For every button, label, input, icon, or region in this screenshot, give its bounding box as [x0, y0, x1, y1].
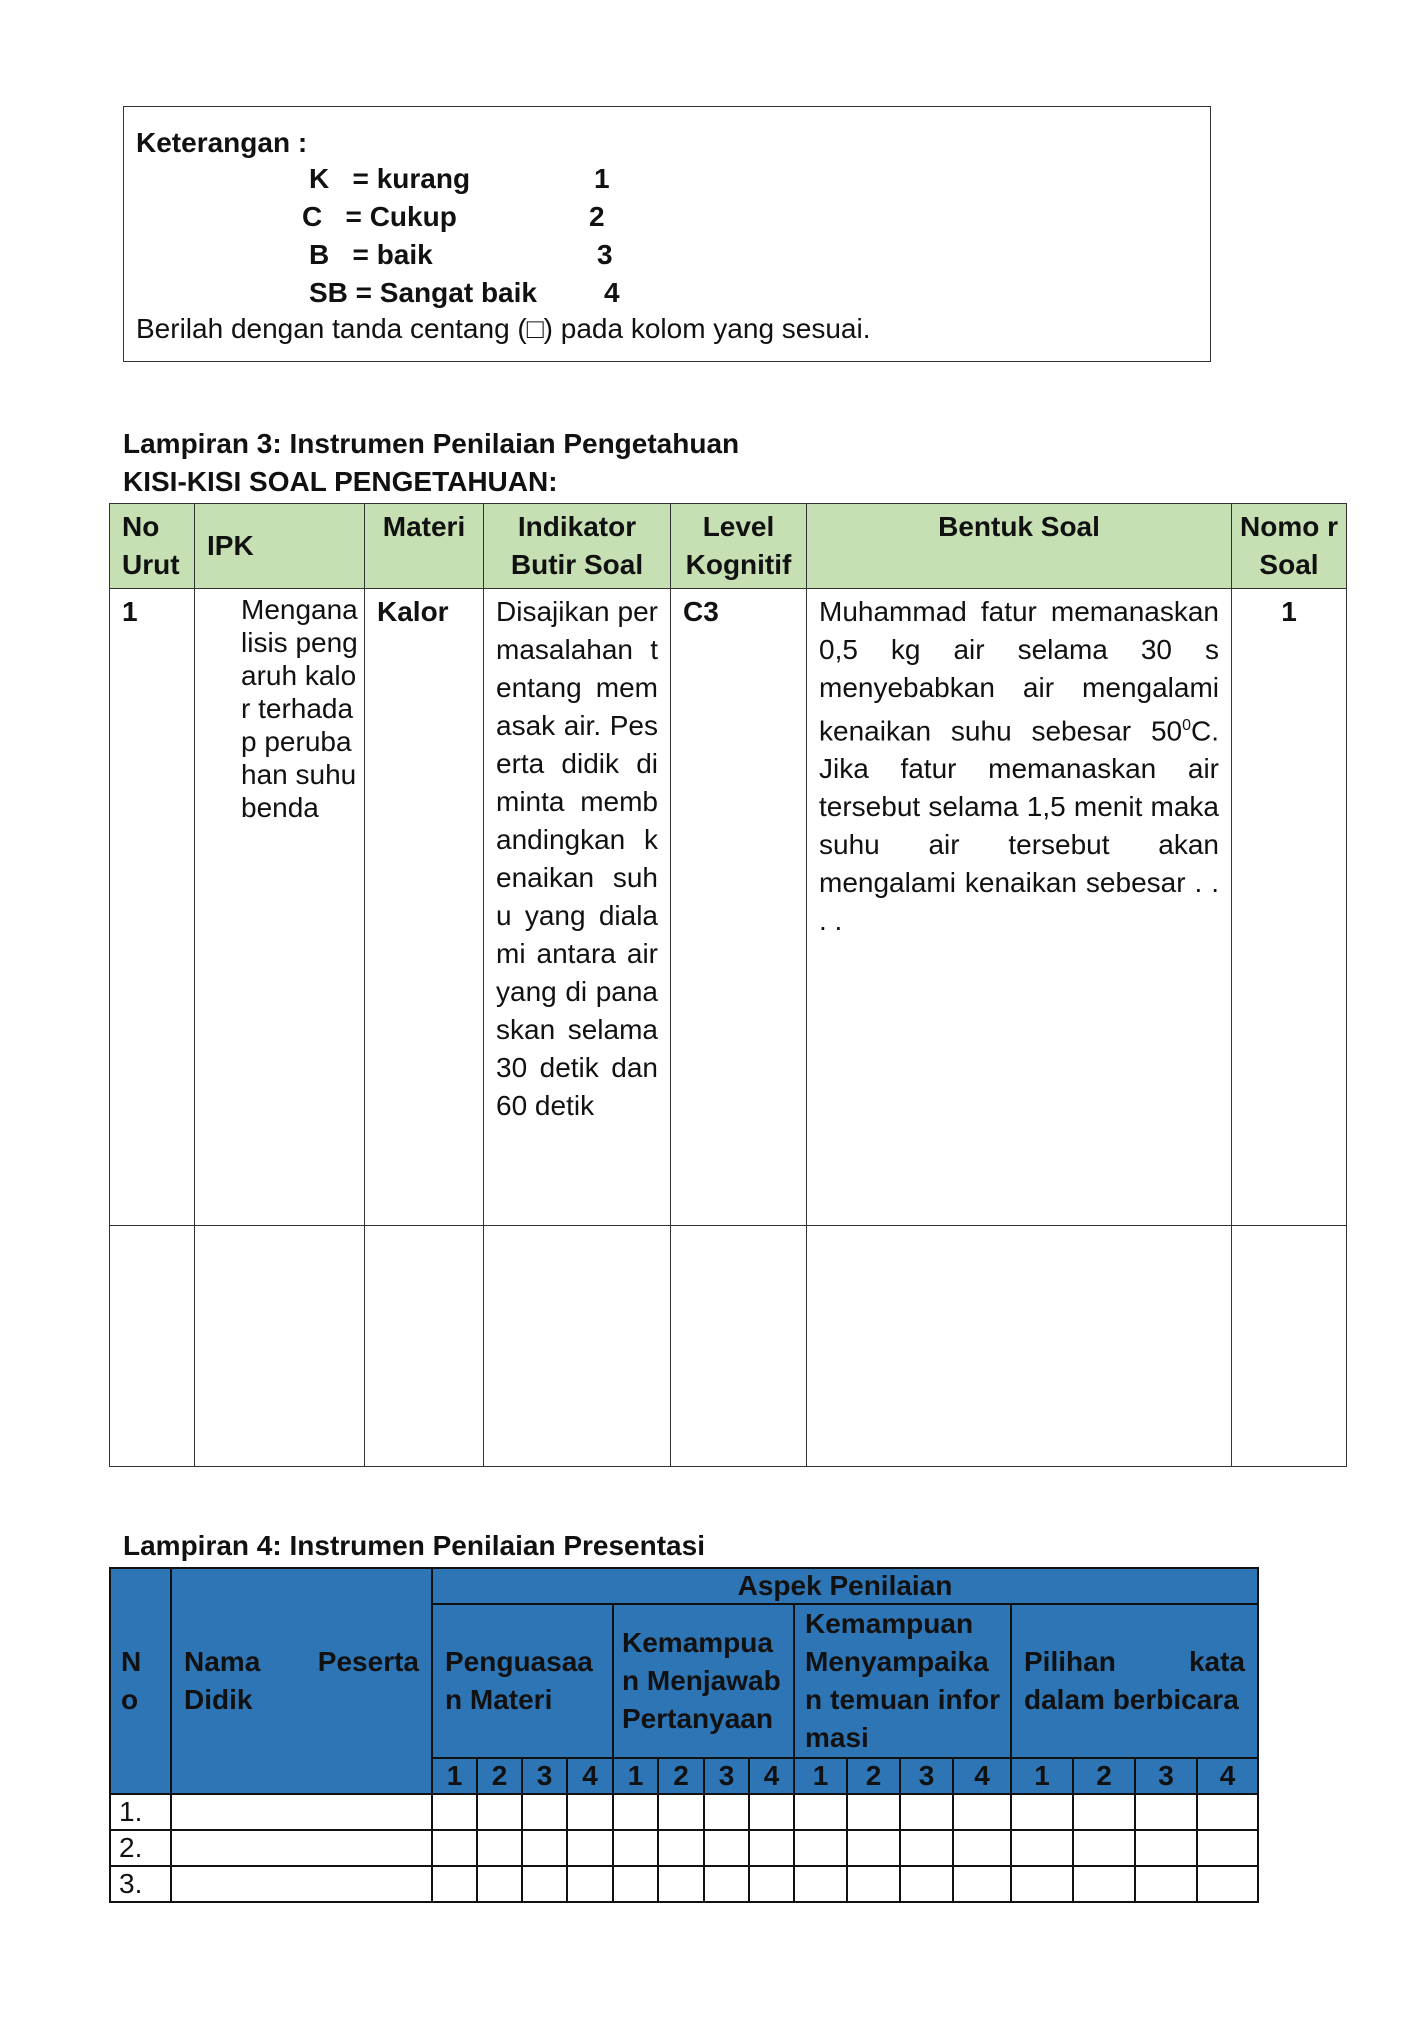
- bentuk-sup: 0: [1182, 717, 1191, 734]
- lampiran3-subtitle: KISI-KISI SOAL PENGETAHUAN:: [123, 466, 558, 497]
- score-4: 4: [567, 1758, 613, 1794]
- score-3: 3: [704, 1758, 749, 1794]
- lampiran4-title: Lampiran 4: Instrumen Penilaian Presentasi: [123, 1530, 705, 1561]
- legend-value: 3: [597, 239, 613, 270]
- header-materi: Materi: [382, 511, 466, 542]
- header-nomor-soal: Nomo r Soal: [1240, 511, 1338, 580]
- bentuk-text-2: C. Jika fatur memanaskan air tersebut selama 1,5 menit maka suhu air tersebut akan mengalami kenaikan sebesar . . . .: [819, 715, 1219, 937]
- row-number: 2.: [110, 1830, 171, 1866]
- legend-value: 4: [604, 277, 620, 308]
- table-row-empty: [110, 1226, 1347, 1467]
- cell-ipk: Menganalisis pengaruh kalor terhadap perubahan suhu benda: [241, 594, 358, 823]
- score-1: 1: [432, 1758, 477, 1794]
- table-row: [110, 589, 1347, 1226]
- cell-no: 1: [122, 596, 138, 627]
- header-pilihan-kata: Pilihan kata dalam berbicara: [1024, 1646, 1246, 1715]
- table-header-row: [110, 504, 1347, 589]
- row-number: 1.: [110, 1794, 171, 1830]
- header-bentuk-soal: Bentuk Soal: [938, 511, 1100, 542]
- score-4: 4: [953, 1758, 1011, 1794]
- cell-bentuk-soal: [807, 589, 1231, 944]
- score-3: 3: [522, 1758, 567, 1794]
- header-kemampuan-menjawab: Kemampuan Menjawab Pertanyaan: [622, 1627, 781, 1734]
- legend-box: [123, 106, 1211, 362]
- score-4: 4: [1197, 1758, 1258, 1794]
- score-1: 1: [613, 1758, 658, 1794]
- presentasi-table: [109, 1567, 1259, 1903]
- header-no-urut: No Urut: [122, 511, 180, 580]
- row-number: 3.: [110, 1866, 171, 1902]
- score-2: 2: [1073, 1758, 1135, 1794]
- header-aspek: Aspek Penilaian: [432, 1568, 1258, 1604]
- table-row: [110, 1866, 1258, 1902]
- cell-materi: Kalor: [377, 596, 449, 627]
- legend-code: B = baik: [309, 239, 433, 270]
- score-3: 3: [900, 1758, 953, 1794]
- bentuk-text: Muhammad fatur memanaskan 0,5 kg air selama 30 s menyebabkan air mengalami kenaikan suhu sebesar 50: [819, 596, 1219, 747]
- score-3: 3: [1135, 1758, 1197, 1794]
- legend-code: SB = Sangat baik: [309, 277, 537, 308]
- cell-indikator: Disajikan permasalahan tentang memasak air. Peserta didik diminta membandingkan kenaikan suhu yang dialami antara air yang di panaskan selama 30 detik dan 60 detik: [496, 596, 658, 1121]
- legend-title: Keterangan :: [136, 127, 308, 158]
- header-no: No: [121, 1646, 142, 1715]
- cell-nomor: 1: [1281, 596, 1297, 627]
- aspek-row: [110, 1568, 1258, 1604]
- cell-level: C3: [683, 596, 719, 627]
- legend-code: K = kurang: [309, 163, 471, 194]
- legend-value: 1: [594, 163, 610, 194]
- header-indikator: Indikator Butir Soal: [510, 511, 644, 580]
- legend-note: Berilah dengan tanda centang (□) pada kolom yang sesuai.: [136, 313, 871, 344]
- lampiran3-title: Lampiran 3: Instrumen Penilaian Pengetahuan: [123, 428, 740, 459]
- header-nama: Nama Peserta Didik: [184, 1646, 419, 1715]
- score-2: 2: [477, 1758, 522, 1794]
- header-kemampuan-menyampaikan: Kemampuan Menyampaikan temuan informasi: [805, 1608, 1000, 1753]
- legend-code: C = Cukup: [302, 201, 457, 232]
- kisi-kisi-table: [109, 503, 1347, 1467]
- legend-value: 2: [589, 201, 605, 232]
- score-2: 2: [847, 1758, 900, 1794]
- score-2: 2: [658, 1758, 704, 1794]
- score-4: 4: [749, 1758, 794, 1794]
- table-row: [110, 1794, 1258, 1830]
- score-1: 1: [1011, 1758, 1073, 1794]
- score-1: 1: [794, 1758, 847, 1794]
- header-penguasaan: Penguasaan Materi: [445, 1646, 593, 1715]
- header-level: Level Kognitif: [685, 511, 792, 580]
- header-ipk: IPK: [207, 530, 254, 561]
- table-row: [110, 1830, 1258, 1866]
